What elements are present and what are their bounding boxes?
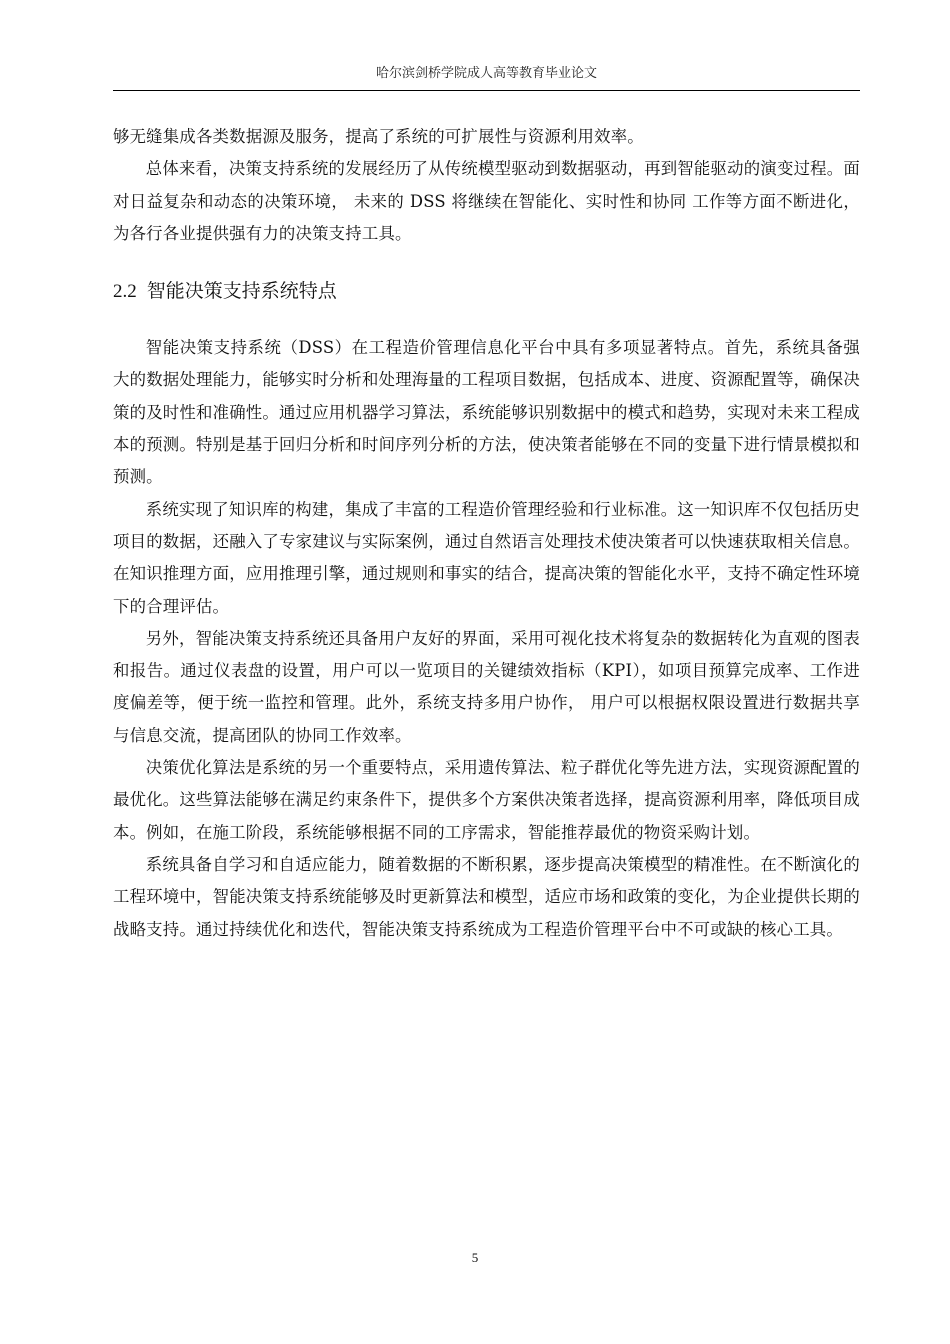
section-title: 智能决策支持系统特点 [146,280,337,303]
section-number: 2.2 [113,281,137,303]
paragraph-continuation: 够无缝集成各类数据源及服务，提高了系统的可扩展性与资源利用效率。 [113,127,644,146]
paragraph-data-processing: 智能决策支持系统（DSS）在工程造价管理信息化平台中具有多项显著特点。首先，系统具备强大的数据处理能力，能够实时分析和处理海量的工程项目数据，包括成本、进度、资源配置等，确保决策的及时性和准确性。通过应用机器学习算法，系统能够识别数据中的模式和趋势，实现对未来工程成本的预测。特别是基于回归分析和时间序列分析的方法，使决策者能够在不同的变量下进行情景模拟和预测。 [113,338,860,487]
paragraph-self-learning: 系统具备自学习和自适应能力，随着数据的不断积累，逐步提高决策模型的精准性。在不断演化的工程环境中，智能决策支持系统能够及时更新算法和模型，适应市场和政策的变化，为企业提供长期的战略支持。通过持续优化和迭代，智能决策支持系统成为工程造价管理平台中不可或缺的核心工具。 [113,854,860,939]
paragraph-user-interface: 另外，智能决策支持系统还具备用户友好的界面，采用可视化技术将复杂的数据转化为直观的图表和报告。通过仪表盘的设置，用户可以一览项目的关键绩效指标（KPI），如项目预算完成率、工作进度偏差等，便于统一监控和管理。此外，系统支持多用户协作， 用户可以根据权限设置进行数据共享与信息交流，提高团队的协同工作效率。 [113,628,860,745]
paragraph-knowledge-base: 系统实现了知识库的构建，集成了丰富的工程造价管理经验和行业标准。这一知识库不仅包括历史项目的数据，还融入了专家建议与实际案例，通过自然语言处理技术使决策者可以快速获取相关信息。在知识推理方面，应用推理引擎，通过规则和事实的结合，提高决策的智能化水平，支持不确定性环境下的合理评估。 [113,499,860,616]
header-title: 哈尔滨剑桥学院成人高等教育毕业论文 [375,66,597,81]
page-number: 5 [471,1250,479,1265]
paragraph-summary: 总体来看，决策支持系统的发展经历了从传统模型驱动到数据驱动，再到智能驱动的演变过程。面对日益复杂和动态的决策环境， 未来的 DSS 将继续在智能化、实时性和协同 工作等方面不断进化，为各行各业提供强有力的决策支持工具。 [113,159,860,243]
section-heading [113,276,860,328]
paragraph-optimization: 决策优化算法是系统的另一个重要特点，采用遗传算法、粒子群优化等先进方法，实现资源配置的最优化。这些算法能够在满足约束条件下，提供多个方案供决策者选择，提高资源利用率，降低项目成本。例如，在施工阶段，系统能够根据不同的工序需求，智能推荐最优的物资采购计划。 [113,758,860,842]
page-header [113,62,860,91]
document-body [113,121,860,946]
